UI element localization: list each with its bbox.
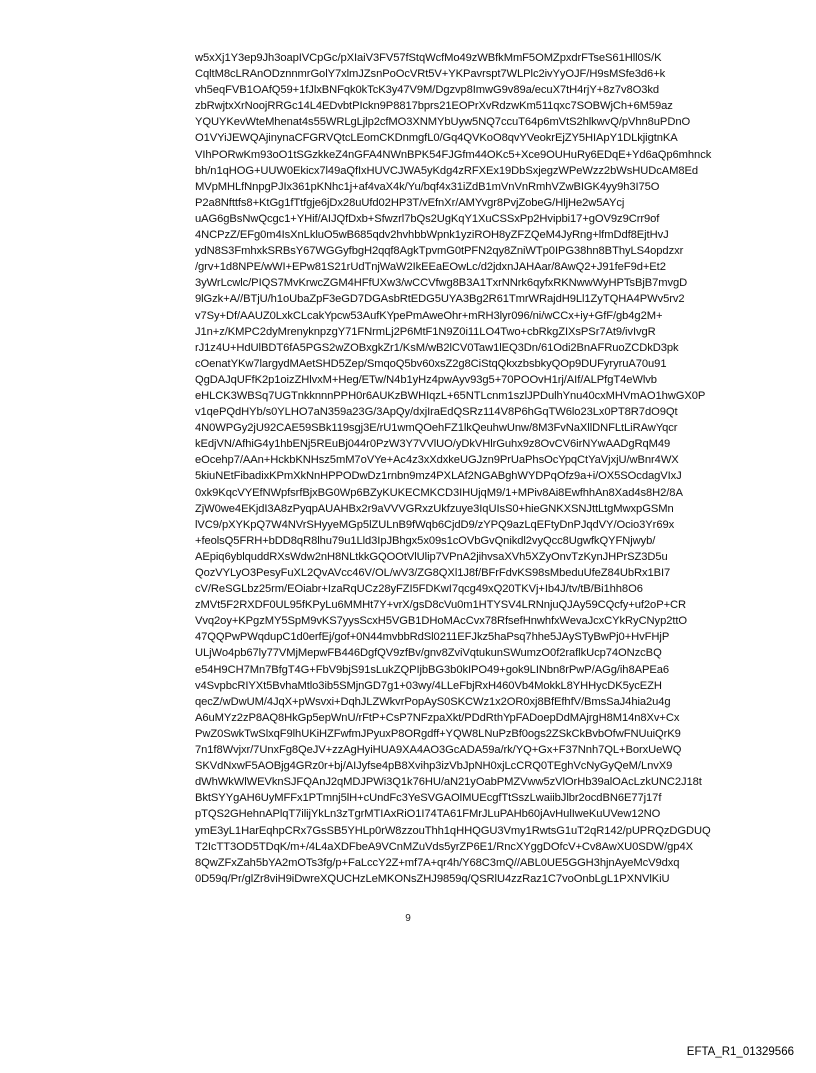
text-line: cV/ReSGLbz25rm/EOiabr+IzaRqUCz28yFZI5FDKwI7qcg49xQ20TKVj+Ib4J/tv/tB/Bi1hh8O6 <box>195 583 643 596</box>
text-line: QozVYLyO3PesyFuXL2QvAVcc46V/OL/wV3/ZG8QXl1J8f/BFrFdvKS98sMbeduUfeZ84UbRx1BI7 <box>195 567 671 579</box>
text-line: 3yWrLcwlc/PIQS7MvKrwcZGM4HFfUXw3/wCCVfwg8B3A1TxrNNrk6qyfxRKNwwWyHPTsBjB7mvgD <box>195 277 688 290</box>
text-line: MVpMHLfNnpgPJIx361pKNhc1j+af4vaX4k/Yu/bqf4x31iZdB1mVnVnRmhVZwBIGK4yy9h3I75O <box>195 180 660 193</box>
text-line: P2a8Nfttfs8+KtGg1fTtfgje6jDx28uUfd02HP3T/vEfnXr/AMYvgr8PvjZobeG/HljHe2w5AYcj <box>195 196 625 209</box>
text-line: QgDAJqUFfK2p1oizZHlvxM+Heg/ETw/N4b1yHz4pwAyv93g5+70POOvH1rj/AIf/ALPfgT4eWlvb <box>195 373 657 386</box>
text-line: kEdjVN/AfhiG4y1hbENj5REuBj044r0PzW3Y7VVlUO/yDkVHlrGuhx9z8OvCV6irNYwAADgRqM49 <box>195 438 671 451</box>
text-line: 7n1f8Wvjxr/7UnxFg8QeJV+zzAgHyiHUA9XA4AO3GcADA59a/rk/YQ+Gx+F37Nnh7QL+BorxUeWQ <box>195 744 682 757</box>
text-line: ZjW0we4EKjdI3A8zPyqpAUAHBx2r9aVVVGRxzUkfzuye3IqUIsS0+hieGNKXSNJttLtgMwxpGSMn <box>195 502 674 515</box>
text-line: dWhWkWlWEVknSJFQAnJ2qMDJPWi3Q1k76HU/aN21yOabPMZVww5zVlOrHb39alOAcLzkUNC2J18t <box>195 776 702 789</box>
text-line: zMVt5F2RXDF0UL95fKPyLu6MMHt7Y+vrX/gsD8cVu0m1HTYSV4LRNnjuQJAy59CQcfy+uf2oP+CR <box>195 599 687 612</box>
text-line: e54H9CH7Mn7BfgT4G+FbV9bjS91sLukZQPIjbBG3b0kIPO49+gok9LINbn8rPwP/AGg/ih8APEa6 <box>195 663 670 676</box>
text-line: Vvq2oy+KPgzMY5SpM9vKS7yysScxH5VGB1DHoMAcCvx78RfsefHnwhfxWevaJcxCYkRyCNyp2ttO <box>195 615 688 628</box>
text-line: 8QwZFxZah5bYA2mOTs3fg/p+FaLccY2Z+mf7A+qr4h/Y68C3mQ//ABL0UE5GGH3hjnAyeMcV9dxq <box>195 856 680 869</box>
text-line: rJ1z4U+HdUlBDT6fA5PGS2wZOBxgkZr1/KsM/wB2lCV0Taw1lEQ3Dn/61Odi2BnAFRuoZCDkD3pk <box>195 341 679 354</box>
text-line: qecZ/wDwUM/4JqX+pWsvxi+DqhJLZWkvrPopAyS0SKCWz1x2OR0xj8BfEfhfV/BmsSaJ4hia2u4g <box>195 695 671 708</box>
text-line: v4SvpbcRIYXt5BvhaMtlo3ib5SMjnGD7g1+03wy/4LLeFbjRxH460Vb4MokkL8YHHycDK5ycEZH <box>195 679 662 692</box>
text-line: zbRwjtxXrNoojRRGc14L4EDvbtPIckn9P8817bprs21EOPrXvRdzwKm511qxc7SOBWjCh+6M59az <box>195 100 673 113</box>
text-line: cOenatYKw7largydMAetSHD5Zep/SmqoQ5bv60xsZ2g8CiStqQkxzbsbkyQOp9DUFyryruA70u91 <box>195 357 667 370</box>
text-line: T2IcTT3OD5TDqK/m+/4L4aXDFbeA9VCnMZuVds5yrZP6E1/RncXYggDOfcV+Cv8AwXU0SDW/gp4X <box>195 840 693 853</box>
text-line: AEpiq6yblquddRXsWdw2nH8NLtkkGQOOtVlUlip7VPnA2jihvsaXVh5XZyOnvTzKynJHPrSZ3D5u <box>195 550 668 563</box>
document-id: EFTA_R1_01329566 <box>686 1046 794 1058</box>
text-line: ULjWo4pb67ly77VMjMepwFB446DgfQV9zfBv/gnv8ZviVqtukunSWumzO0f2raflkUcp74ONzcBQ <box>195 647 662 660</box>
text-line: 5kiuNEtFibadixKPmXkNnHPPODwDz1rnbn9mz4PXLAf2NGABghWYDPqOfz9a+i/OX5SOcdagVIxJ <box>195 470 682 483</box>
text-line: O1VYiJEWQAjinynaCFGRVQtcLEomCKDnmgfL0/Gq4QVKoO8qvYVeokrEjZY5HIApY1DLkjigtnKA <box>195 132 678 145</box>
text-line: 0xk9KqcVYEfNWpfsrfBjxBG0Wp6BZyKUKECMKCD3IHUjqM9/1+MPiv8Ai8EwfhhAn8Xad4s8H2/8A <box>195 486 683 499</box>
text-line: VIhPORwKm93oO1tSGzkkeZ4nGFA4NWnBPK54FJGfm44OKc5+Xce9OUHuRy6EDqE+Yd6aQp6mhnck <box>195 148 712 161</box>
text-line: v7Sy+Df/AAUZ0LxkCLcakYpcw53AufKYpePmAweOhr+mRH3lyr096/ni/wCCx+iy+GfF/gb4g2M+ <box>195 309 663 322</box>
text-line: w5xXj1Y3ep9Jh3oapIVCpGc/pXIaiV3FV57fStqWcfMo49zWBfkMmF5OMZpxdrFTseS61Hll0S/K <box>195 52 662 64</box>
text-line: 0D59q/Pr/glZr8viH9iDwreXQUCHzLeMKONsZHJ9859q/QSRlU4zzRaz1C7voOnbLgL1PXNVlKiU <box>195 872 670 885</box>
text-line: pTQS2GHehnAPlqT7ilijYkLn3zTgrMTIAxRiO1I74TA61FMrJLuPAHb60jAvHulIweKuUVew12NO <box>195 808 661 821</box>
text-line: ymE3yL1HarEqhpCRx7GsSB5YHLp0rW8zzouThh1qHHQGU3Vmy1RwtsG1uT2qR142/pUPRQzDGDUQ <box>195 824 711 837</box>
text-line: /grv+1d8NPE/wWI+EPw81S21rUdTnjWaW2IkEEaEOwLc/d2jdxnJAHAar/8AwQ2+J91feF9d+Et2 <box>195 261 666 274</box>
text-line: lVC9/pXYKpQ7W4NVrSHyyeMGp5lZULnB9fWqb6CjdD9/zYPQ9azLqEFtyDnPJqdVY/Ocio3Yr69x <box>195 518 675 531</box>
text-line: SKVdNxwF5AOBjg4GRz0r+bj/AIJyfse4pB8Xvihp3izVbJpNH0xjLcCRQ0TEghVcNyGyQeM/LnvX9 <box>195 760 673 773</box>
text-line: v1qePQdHYb/s0YLHO7aN359a23G/3ApQy/dxjIraEdQSRz114V8P6hGqTW6lo23Lx0PT8R7dO9Qt <box>195 406 678 419</box>
text-line: 4NCPzZ/EFg0m4IsXnLkluO5wB685qdv2hvhbbWpnk1yziROH8yZFZQeM4JyRng+lfmDdf8EjtHvJ <box>195 229 669 242</box>
text-line: vh5eqFVB1OAfQ59+1fJlxBNFqk0kTcK3y47V9M/Dgzvp8ImwG9v89a/ecuX7tH4rjY+8z7v8O3kd <box>195 84 660 97</box>
text-line: YQUYKevWteMhenat4s55WRLgLjlp2cfMO3XNMYbUyw5NQ7ccuT64p6mVtS2hlkwvQ/pVhn8uPDnO <box>195 116 691 129</box>
text-line: PwZ0SwkTwSlxqF9lhUKiHZFwfmJPyuxP8ORgdff+YQW8LNuPzBf0ogs2ZSkCkBvbOfwFNUuiQrK9 <box>195 727 681 740</box>
text-line: 47QQPwPWqdupC1d0erfEj/gof+0N44mvbbRdSl0211EFJkz5haPsq7hhe5JAySTyBwPj0+HvFHjP <box>195 631 670 644</box>
encoded-text-block <box>195 50 795 887</box>
text-line: BktSYYgAH6UyMFFx1PTmnj5lH+cUndFc3YeSVGAOlMUEcgfTtSszLwaiibJlbr2ocdBN6E77j17f <box>195 792 662 805</box>
text-line: J1n+z/KMPC2dyMrenyknpzgY71FNrmLj2P6MtF1N9Z0i11LO4Two+cbRkgZIXsPSr7At9/ivIvgR <box>195 325 656 338</box>
text-line: +feolsQ5FRH+bDD8qR8lhu79u1Lld3IpJBhgx5x09s1cOVbGvQnikdl2vyQcc8UgwfkQYFNjwyb/ <box>195 534 656 547</box>
text-line: eOcehp7/AAn+HckbKNHsz5mM7oVYe+Ac4z3xXdxkeUGJzn9PrUaPhsOcYpqCtYaVjxjU/wBnr4WX <box>195 454 679 467</box>
text-line: ydN8S3FmhxkSRBsY67WGGyfbgH2qqf8AgkTpvmG0tPFN2qy8ZniWTp0IPG38hn8BThyLS4opdzxr <box>195 245 684 258</box>
text-line: 4N0WPGy2jU92CAE59SBk119sgj3E/rU1wmQOehFZ1lkQeuhwUnw/8M3FvNaXllDNFLtLiRAwYqcr <box>195 422 678 435</box>
text-line: 9lGzk+A//BTjU/h1oUbaZpF3eGD7DGAsbRtEDG5UYA3Bg2R61TmrWRajdH9Ll1ZyTQHA4PWv5rv2 <box>195 293 685 306</box>
text-line: uAG6gBsNwQcgc1+YHif/AIJQfDxb+Sfwzrl7bQs2UgKqY1XuCSSxPp2Hvipbi17+gOV9z9Crr9of <box>195 212 660 225</box>
text-line: CqltM8cLRAnODznnmrGolY7xlmJZsnPoOcVRt5V+YKPavrspt7WLPlc2ivYyOJF/H9sMSfe3d6+k <box>195 68 666 81</box>
text-line: A6uMYz2zP8AQ8HkGp5epWnU/rFtP+CsP7NFzpaXkt/PDdRthYpFADoepDdMAjrgH8M14n8Xv+Cx <box>195 711 680 724</box>
page-number: 9 <box>405 913 411 924</box>
text-line: bh/n1qHOG+UUW0Ekicx7l49aQfIxHUVCJWA5yKdg4zRFXEx19DbSxjegzWPeWzz2bWsHUDcAM8Ed <box>195 164 699 177</box>
text-line: eHLCK3WBSq7UGTnkknnnPPH0r6AUKzBWHIqzL+65NTLcnm1szlJPDulhYnu40cxMHVmAO1hwGX0P <box>195 389 706 402</box>
